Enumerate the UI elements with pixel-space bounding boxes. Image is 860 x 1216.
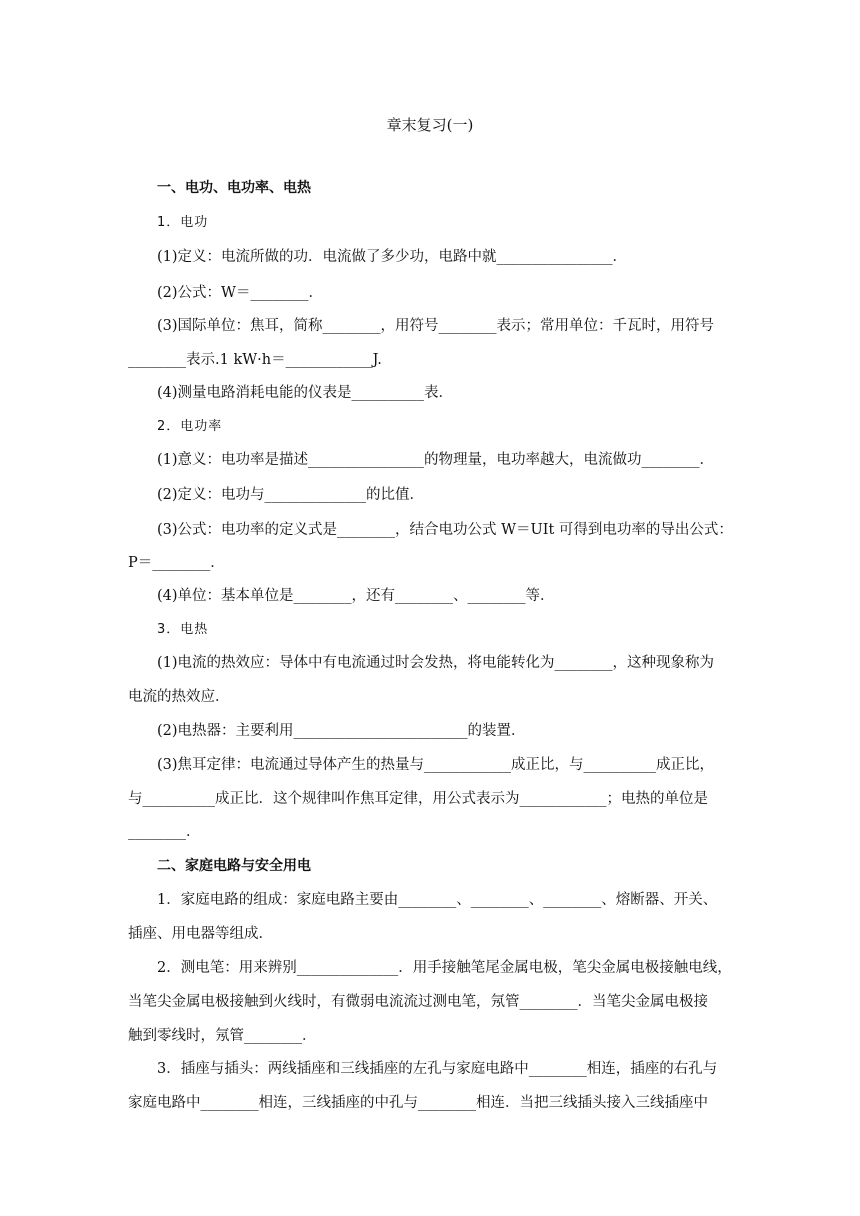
- text-line: 2．测电笔：用来辨别______________．用手接触笔尾金属电极，笔尖金属电极接触电线，: [157, 960, 732, 976]
- text-line: (1)定义：电流所做的功．电流做了多少功，电路中就________________．: [157, 249, 628, 265]
- text-line: 与__________成正比．这个规律叫作焦耳定律，用公式表示为____________；电热的单位是: [128, 791, 708, 807]
- text-line: ________．: [128, 824, 201, 840]
- section-2-heading: 二、家庭电路与安全用电: [157, 858, 311, 874]
- text-line: (1)电流的热效应：导体中有电流通过时会发热，将电能转化为________，这种现象称为: [157, 655, 715, 671]
- text-line: 家庭电路中________相连，三线插座的中孔与________相连．当把三线插头接入三线插座中: [128, 1095, 708, 1111]
- text-line: (3)国际单位：焦耳，简称________，用符号________表示；常用单位：千瓦时，用符号: [157, 318, 715, 334]
- subsection-electric-work-heading: 1．电功: [157, 215, 209, 230]
- section-1-heading: 一、电功、电功率、电热: [157, 180, 311, 196]
- text-line: 插座、用电器等组成．: [128, 926, 273, 942]
- text-line: (3)焦耳定律：电流通过导体产生的热量与____________成正比，与__________成正比，: [157, 757, 715, 773]
- text-line: (2)公式：W＝________．: [157, 285, 323, 301]
- text-line: (2)定义：电功与______________的比值．: [157, 487, 425, 503]
- text-line: 3．插座与插头：两线插座和三线插座的左孔与家庭电路中________相连，插座的右孔与: [157, 1061, 718, 1077]
- text-line: (4)测量电路消耗电能的仪表是__________表．: [157, 385, 454, 401]
- text-line: ________表示.1 kW·h＝____________J.: [128, 352, 382, 368]
- text-line: (1)意义：电功率是描述________________的物理量，电功率越大，电流做功________．: [157, 452, 715, 468]
- text-line: (2)电热器：主要利用________________________的装置．: [157, 723, 526, 739]
- text-line: P＝________．: [128, 555, 225, 571]
- text-line: 触到零线时，氖管________．: [128, 1028, 317, 1044]
- page-title: 章末复习(一): [386, 116, 474, 134]
- text-line: 1．家庭电路的组成：家庭电路主要由________、________、________、熔断器、开关、: [157, 892, 718, 908]
- text-line: 当笔尖金属电极接触到火线时，有微弱电流流过测电笔，氖管________．当笔尖金属电极接: [128, 994, 708, 1010]
- text-line: (3)公式：电功率的定义式是________，结合电功公式 W＝UIt 可得到电功率的导出公式：: [157, 522, 733, 538]
- subsection-electric-heat-heading: 3．电热: [157, 622, 209, 637]
- text-line: (4)单位：基本单位是________，还有________、________等．: [157, 588, 555, 604]
- subsection-electric-power-heading: 2．电功率: [157, 419, 223, 434]
- text-line: 电流的热效应．: [128, 689, 230, 705]
